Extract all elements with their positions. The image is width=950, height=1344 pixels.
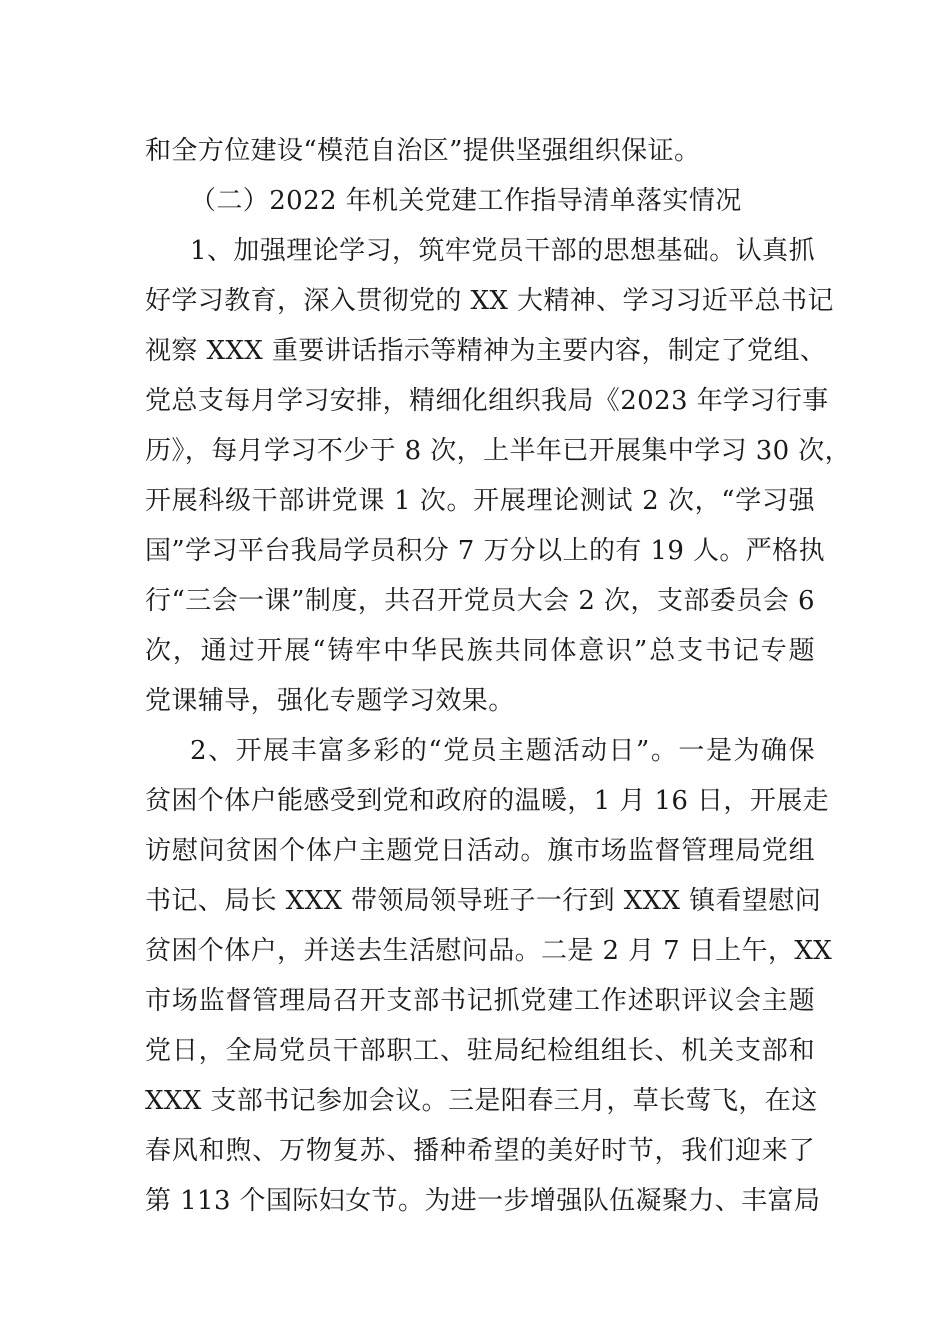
paragraph-line-13: 2、开展丰富多彩的“党员主题活动日”。一是为确保	[190, 736, 815, 766]
paragraph-line-21: 春风和煦、万物复苏、播种希望的美好时节，我们迎来了	[145, 1136, 815, 1166]
paragraph-line-9: 国”学习平台我局学员积分 7 万分以上的有 19 人。严格执	[145, 536, 825, 566]
paragraph-line-20: XXX 支部书记参加会议。三是阳春三月，草长莺飞，在这	[145, 1086, 818, 1116]
paragraph-line-8: 开展科级干部讲党课 1 次。开展理论测试 2 次，“学习强	[145, 486, 815, 516]
paragraph-line-5: 视察 XXX 重要讲话指示等精神为主要内容，制定了党组、	[145, 336, 827, 366]
paragraph-line-16: 书记、局长 XXX 带领局领导班子一行到 XXX 镇看望慰问	[145, 886, 822, 916]
paragraph-line-1: 和全方位建设“模范自治区”提供坚强组织保证。	[145, 136, 701, 166]
paragraph-line-7: 历》，每月学习不少于 8 次，上半年已开展集中学习 30 次，	[145, 436, 852, 466]
paragraph-line-22: 第 113 个国际妇女节。为进一步增强队伍凝聚力、丰富局	[145, 1186, 821, 1216]
paragraph-line-11: 次，通过开展“铸牢中华民族共同体意识”总支书记专题	[145, 636, 815, 666]
paragraph-line-18: 市场监督管理局召开支部书记抓党建工作述职评议会主题	[145, 986, 815, 1016]
section-heading: （二）2022 年机关党建工作指导清单落实情况	[190, 186, 742, 216]
paragraph-line-3: 1、加强理论学习，筑牢党员干部的思想基础。认真抓	[190, 236, 815, 266]
paragraph-line-19: 党日，全局党员干部职工、驻局纪检组组长、机关支部和	[145, 1036, 815, 1066]
paragraph-line-14: 贫困个体户能感受到党和政府的温暖，1 月 16 日，开展走	[145, 786, 830, 816]
paragraph-line-6: 党总支每月学习安排，精细化组织我局《2023 年学习行事	[145, 386, 829, 416]
paragraph-line-17: 贫困个体户，并送去生活慰问品。二是 2 月 7 日上午，XX	[145, 936, 833, 966]
paragraph-line-15: 访慰问贫困个体户主题党日活动。旗市场监督管理局党组	[145, 836, 815, 866]
paragraph-line-4: 好学习教育，深入贯彻党的 XX 大精神、学习习近平总书记	[145, 286, 834, 316]
paragraph-line-12: 党课辅导，强化专题学习效果。	[145, 686, 515, 716]
paragraph-line-10: 行“三会一课”制度，共召开党员大会 2 次，支部委员会 6	[145, 586, 815, 616]
